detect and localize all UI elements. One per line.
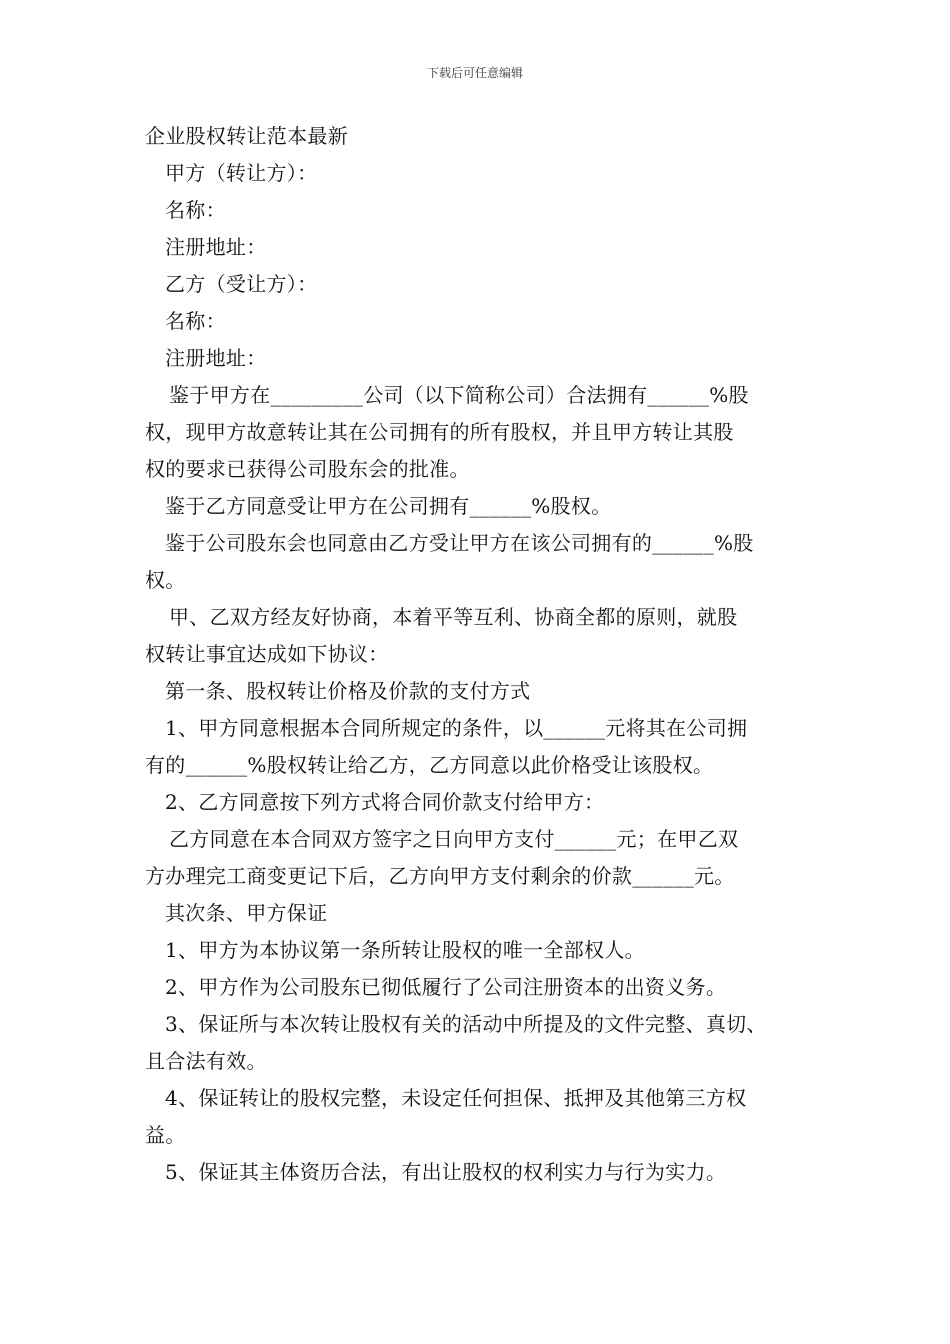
recital-1-line-2: 权，现甲方故意转让其在公司拥有的所有股权，并且甲方转让其股 <box>145 420 734 444</box>
article-1-clause-1-line-1: 1、甲方同意根据本合同所规定的条件，以______元将其在公司拥 <box>165 716 748 740</box>
payment-terms-line-2: 方办理完工商变更记下后，乙方向甲方支付剩余的价款______元。 <box>145 864 735 888</box>
agreement-intro-line-2: 权转让事宜达成如下协议： <box>145 642 389 666</box>
document-title: 企业股权转让范本最新 <box>145 124 348 148</box>
recital-1-line-1: 鉴于甲方在_________公司（以下简称公司）合法拥有______%股 <box>169 383 749 407</box>
article-2-clause-4-line-2: 益。 <box>145 1123 186 1147</box>
article-2-clause-3-line-1: 3、保证所与本次转让股权有关的活动中所提及的文件完整、真切、 <box>165 1012 767 1036</box>
article-2-clause-3-line-2: 且合法有效。 <box>145 1049 267 1073</box>
party-b-address-label: 注册地址： <box>165 346 267 370</box>
recital-2: 鉴于乙方同意受让甲方在公司拥有______%股权。 <box>165 494 612 518</box>
article-2-heading: 其次条、甲方保证 <box>165 901 328 925</box>
payment-terms-line-1: 乙方同意在本合同双方签字之日向甲方支付______元；在甲乙双 <box>169 827 739 851</box>
document-body <box>145 118 825 1191</box>
article-1-heading: 第一条、股权转让价格及价款的支付方式 <box>165 679 531 703</box>
party-a-address-label: 注册地址： <box>165 235 267 259</box>
party-b-heading: 乙方（受让方）： <box>165 272 318 296</box>
article-2-clause-5: 5、保证其主体资历合法，有出让股权的权利实力与行为实力。 <box>165 1160 727 1184</box>
article-2-clause-1: 1、甲方为本协议第一条所转让股权的唯一全部权人。 <box>165 938 645 962</box>
article-1-clause-2: 2、乙方同意按下列方式将合同价款支付给甲方： <box>165 790 605 814</box>
recital-3-line-1: 鉴于公司股东会也同意由乙方受让甲方在该公司拥有的______%股 <box>165 531 754 555</box>
party-b-name-label: 名称： <box>165 309 226 333</box>
article-2-clause-2: 2、甲方作为公司股东已彻低履行了公司注册资本的出资义务。 <box>165 975 727 999</box>
agreement-intro-line-1: 甲、乙双方经友好协商，本着平等互利、协商全都的原则，就股 <box>169 605 738 629</box>
article-1-clause-1-line-2: 有的______%股权转让给乙方，乙方同意以此价格受让该股权。 <box>145 753 714 777</box>
recital-1-line-3: 权的要求已获得公司股东会的批准。 <box>145 457 470 481</box>
party-a-name-label: 名称： <box>165 198 226 222</box>
recital-3-line-2: 权。 <box>145 568 186 592</box>
party-a-heading: 甲方（转让方）： <box>165 161 318 185</box>
header-note: 下载后可任意编辑 <box>426 66 523 80</box>
article-2-clause-4-line-1: 4、保证转让的股权完整，未设定任何担保、抵押及其他第三方权 <box>165 1086 747 1110</box>
